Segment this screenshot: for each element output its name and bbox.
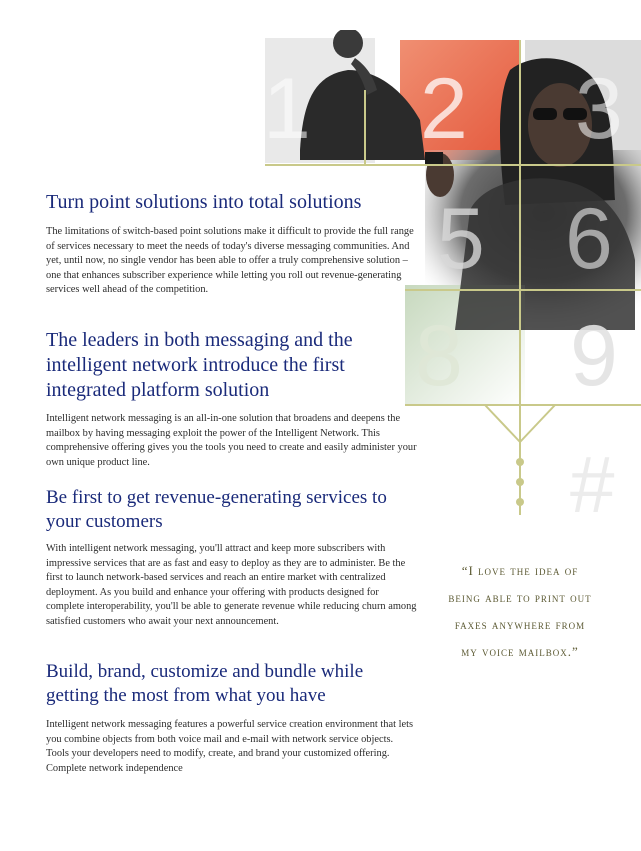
section-body: Intelligent network messaging is an all-in-one solution that broadens and deepens the mailbox by having messaging exploit the power of the Intelligent Network. This comprehensive offering gives you the tools you need to create and easily administer your own unique product line. <box>46 413 417 468</box>
section-build-brand <box>46 660 418 776</box>
quote-line: being able to print out <box>448 590 592 605</box>
section-heading: Build, brand, customize and bundle while getting the most from what you have <box>46 661 364 706</box>
section-body: Intelligent network messaging features a powerful service creation environment that lets you combine objects from both voice mail and e-mail with network service objects. Tools your developers need to modify, create, and brand your customized offering. Complete network independence <box>46 719 414 774</box>
pull-quote <box>430 557 610 665</box>
digit-1: 1 <box>263 61 311 157</box>
digit-8: 8 <box>415 308 463 404</box>
digit-5: 5 <box>437 191 485 287</box>
digit-9: 9 <box>570 308 618 404</box>
section-heading: The leaders in both messaging and the intelligent network introduce the first integrated platform solution <box>46 329 353 401</box>
section-body: The limitations of switch-based point solutions make it difficult to provide the full range of services necessary to meet the needs of today's diverse messaging communities. And yet, until now, no single vendor has been able to offer a truly comprehensive solution – one that enhances subscriber experience while letting you roll out revenue-generating services well ahead of the competition. <box>46 226 414 296</box>
section-be-first <box>46 486 418 630</box>
section-point-solutions <box>46 190 418 298</box>
digit-6: 6 <box>565 191 613 287</box>
quote-line: faxes anywhere from <box>454 617 586 632</box>
quote-line: “I love the idea of <box>461 563 579 578</box>
digit-3: 3 <box>575 61 623 157</box>
digit-hash: # <box>570 440 615 520</box>
digit-2: 2 <box>420 61 468 157</box>
section-body: With intelligent network messaging, you'll attract and keep more subscribers with impressive services that are as fast and easy to deploy as they are to administer. Be the first to launch network-based services and reach an entire market with centralized deployment. As you build and enhance your offering with products designed for complete interoperability, you'll be able to generate revenue while reducing churn among satisfied customers who await your next announcement. <box>46 543 417 627</box>
section-leaders <box>46 328 418 470</box>
quote-line: my voice mailbox.” <box>461 644 579 659</box>
dotted-line <box>516 458 524 506</box>
section-heading: Turn point solutions into total solutions <box>46 191 362 213</box>
section-heading: Be first to get revenue-generating services to your customers <box>46 487 387 532</box>
